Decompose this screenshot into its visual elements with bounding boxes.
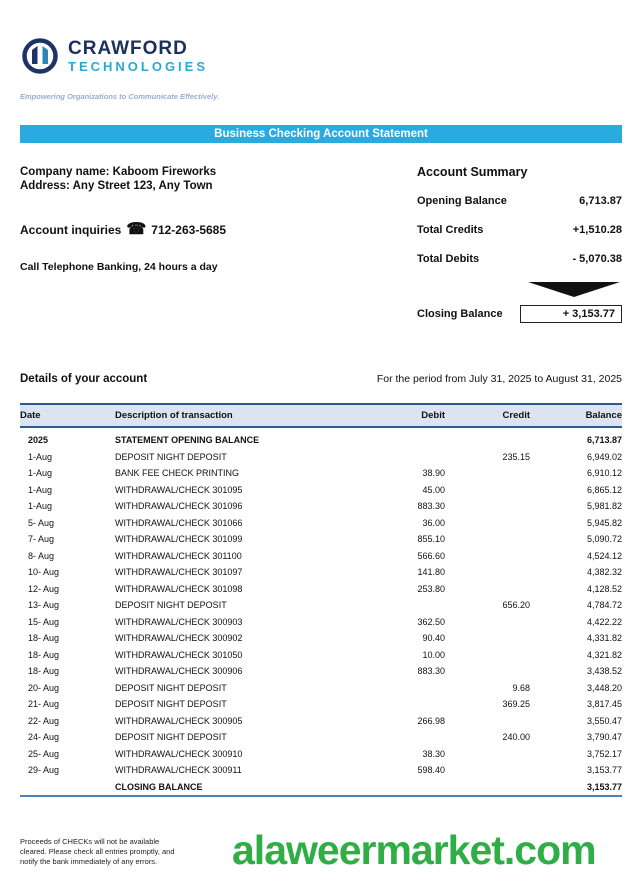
cell-debit <box>350 729 445 746</box>
cell-debit: 855.10 <box>417 534 445 544</box>
cell-credit <box>445 581 530 598</box>
closing-balance-value: + 3,153.77 <box>520 305 622 323</box>
cell-credit: 9.68 <box>512 682 530 693</box>
cell-description: WITHDRAWAL/CHECK 300911 <box>115 765 242 775</box>
cell-date: 20- Aug <box>28 682 60 693</box>
cell-description: WITHDRAWAL/CHECK 301050 <box>115 649 243 660</box>
cell-credit: 369.25 <box>502 699 530 709</box>
cell-description: BANK FEE CHECK PRINTING <box>115 468 240 478</box>
table-row <box>20 729 622 746</box>
statement-period: For the period from July 31, 2025 to August 31, 2025 <box>376 373 622 385</box>
cell-description: WITHDRAWAL/CHECK 300902 <box>115 633 243 643</box>
cell-balance: 3,817.45 <box>586 699 622 709</box>
table-header-row <box>20 404 622 427</box>
cell-date: 21- Aug <box>28 699 60 709</box>
cell-debit <box>350 449 445 466</box>
transactions-body <box>20 427 622 796</box>
cell-balance: 3,448.20 <box>586 682 622 693</box>
disclaimer-text <box>20 827 218 867</box>
phone-icon: ☎ <box>126 221 147 238</box>
cell-description: WITHDRAWAL/CHECK 300903 <box>115 616 243 627</box>
cell-description: WITHDRAWAL/CHECK 300905 <box>115 715 243 726</box>
cell-debit: 566.60 <box>417 550 445 561</box>
cell-description: WITHDRAWAL/CHECK 301099 <box>115 534 243 544</box>
cell-balance: 4,128.52 <box>586 583 622 594</box>
cell-balance: 4,321.82 <box>586 649 622 660</box>
cell-description: CLOSING BALANCE <box>115 781 203 792</box>
cell-credit: 656.20 <box>502 600 530 610</box>
cell-description: DEPOSIT NIGHT DEPOSIT <box>115 732 227 742</box>
table-row <box>20 449 622 466</box>
cell-description: DEPOSIT NIGHT DEPOSIT <box>115 682 227 693</box>
summary-row-debits <box>417 253 622 265</box>
cell-debit: 141.80 <box>417 567 445 577</box>
cell-debit: 45.00 <box>422 484 445 495</box>
cell-balance: 5,090.72 <box>586 534 622 544</box>
cell-debit <box>350 427 445 449</box>
cell-balance: 4,382.32 <box>586 567 622 577</box>
cell-description: WITHDRAWAL/CHECK 300906 <box>115 666 243 676</box>
cell-credit <box>445 746 530 763</box>
table-row <box>20 427 622 449</box>
cell-balance: 5,981.82 <box>586 501 622 511</box>
cell-credit <box>445 762 530 779</box>
details-heading-row <box>20 373 622 385</box>
cell-debit <box>350 597 445 614</box>
cell-credit <box>445 465 530 482</box>
cell-credit <box>445 663 530 680</box>
table-row <box>20 614 622 631</box>
brand-subtitle: TECHNOLOGIES <box>68 58 209 74</box>
summary-label: Total Credits <box>417 224 484 236</box>
cell-date <box>20 779 115 797</box>
cell-date: 15- Aug <box>28 616 60 627</box>
column-header-debit: Debit <box>421 410 445 421</box>
cell-balance: 6,713.87 <box>586 435 622 445</box>
cell-balance: 3,790.47 <box>586 732 622 742</box>
cell-debit: 266.98 <box>417 715 445 726</box>
cell-date: 1-Aug <box>28 501 53 511</box>
table-row <box>20 564 622 581</box>
cell-date: 10- Aug <box>28 567 60 577</box>
table-row <box>20 713 622 730</box>
table-row <box>20 548 622 565</box>
cell-description: STATEMENT OPENING BALANCE <box>115 435 260 445</box>
cell-date: 25- Aug <box>28 748 60 759</box>
brand-tagline: Empowering Organizations to Communicate Effectively. <box>20 92 220 101</box>
summary-label: Total Debits <box>417 253 480 265</box>
cell-balance: 3,438.52 <box>586 666 622 676</box>
cell-date: 13- Aug <box>28 600 60 610</box>
summary-value: 6,713.87 <box>579 195 622 207</box>
cell-date: 2025 <box>28 435 49 445</box>
cell-description: DEPOSIT NIGHT DEPOSIT <box>115 699 227 709</box>
customer-info <box>20 165 417 323</box>
cell-description: DEPOSIT NIGHT DEPOSIT <box>115 600 227 610</box>
disclaimer-line: Proceeds of CHECKs will not be available <box>20 837 160 846</box>
cell-debit: 10.00 <box>422 649 445 660</box>
cell-date: 1-Aug <box>28 484 53 495</box>
cell-credit <box>445 482 530 499</box>
column-header-balance: Balance <box>585 410 622 421</box>
telephone-banking-line: Call Telephone Banking, 24 hours a day <box>20 261 218 273</box>
table-row <box>20 779 622 797</box>
cell-description: DEPOSIT NIGHT DEPOSIT <box>115 451 227 462</box>
cell-date: 18- Aug <box>28 633 60 643</box>
cell-credit <box>445 647 530 664</box>
table-row <box>20 531 622 548</box>
column-header-description: Description of transaction <box>115 410 233 421</box>
table-row <box>20 696 622 713</box>
cell-credit <box>445 713 530 730</box>
table-row <box>20 663 622 680</box>
cell-credit: 240.00 <box>502 732 530 742</box>
cell-date: 22- Aug <box>28 715 60 726</box>
column-header-date: Date <box>20 410 41 421</box>
account-summary <box>417 165 622 323</box>
table-row <box>20 515 622 532</box>
closing-balance-label: Closing Balance <box>417 308 503 320</box>
cell-balance: 6,910.12 <box>586 468 622 478</box>
cell-date: 24- Aug <box>28 732 60 742</box>
cell-balance: 3,153.77 <box>586 781 622 792</box>
table-row <box>20 498 622 515</box>
table-row <box>20 597 622 614</box>
watermark-text: alaweermarket.com <box>232 827 596 873</box>
logo <box>20 36 622 76</box>
cell-credit <box>445 614 530 631</box>
cell-debit: 362.50 <box>417 616 445 627</box>
phone-number: 712-263-5685 <box>151 223 227 237</box>
cell-date: 18- Aug <box>28 649 60 660</box>
cell-date: 1-Aug <box>28 451 53 462</box>
table-row <box>20 762 622 779</box>
cell-date: 29- Aug <box>28 765 60 775</box>
cell-balance: 4,524.12 <box>586 550 622 561</box>
cell-balance: 3,752.17 <box>586 748 622 759</box>
cell-credit <box>445 515 530 532</box>
cell-credit <box>445 548 530 565</box>
cell-debit <box>350 696 445 713</box>
summary-label: Opening Balance <box>417 195 507 207</box>
closing-balance-row <box>417 305 622 323</box>
column-header-credit: Credit <box>502 410 530 421</box>
table-row <box>20 746 622 763</box>
table-row <box>20 581 622 598</box>
info-section <box>20 165 622 323</box>
cell-debit: 36.00 <box>422 517 445 528</box>
cell-description: WITHDRAWAL/CHECK 301097 <box>115 567 243 577</box>
cell-balance: 3,153.77 <box>586 765 622 775</box>
cell-balance: 4,784.72 <box>586 600 622 610</box>
cell-credit <box>445 427 530 449</box>
inquiries-label: Account inquiries <box>20 223 122 237</box>
summary-value: - 5,070.38 <box>572 253 622 265</box>
cell-date: 1-Aug <box>28 468 53 478</box>
cell-credit <box>445 564 530 581</box>
table-row <box>20 680 622 697</box>
brand-text <box>68 39 208 74</box>
cell-credit <box>445 630 530 647</box>
disclaimer-line: notify the bank immediately of any errors. <box>20 857 158 866</box>
cell-debit: 90.40 <box>422 633 445 643</box>
cell-debit <box>350 680 445 697</box>
statement-title-bar <box>20 125 622 143</box>
cell-credit <box>445 498 530 515</box>
cell-debit: 253.80 <box>417 583 445 594</box>
cell-debit: 883.30 <box>417 666 445 676</box>
account-summary-title: Account Summary <box>417 165 528 179</box>
down-arrow-icon <box>528 282 620 297</box>
transactions-table <box>20 403 622 797</box>
cell-date: 5- Aug <box>28 517 55 528</box>
disclaimer-line: cleared. Please check all entries promptly, and <box>20 847 175 856</box>
footer <box>20 827 622 874</box>
cell-description: WITHDRAWAL/CHECK 301066 <box>115 517 243 528</box>
cell-balance: 6,949.02 <box>586 451 622 462</box>
cell-description: WITHDRAWAL/CHECK 301098 <box>115 583 243 594</box>
cell-description: WITHDRAWAL/CHECK 300910 <box>115 748 243 759</box>
cell-balance: 5,945.82 <box>586 517 622 528</box>
cell-description: WITHDRAWAL/CHECK 301095 <box>115 484 243 495</box>
cell-balance: 4,331.82 <box>586 633 622 643</box>
cell-date: 7- Aug <box>28 534 55 544</box>
cell-debit: 883.30 <box>417 501 445 511</box>
table-row <box>20 465 622 482</box>
cell-debit <box>350 779 445 797</box>
cell-date: 18- Aug <box>28 666 60 676</box>
summary-row-credits <box>417 224 622 236</box>
cell-debit: 38.30 <box>422 748 445 759</box>
address-line: Address: Any Street 123, Any Town <box>20 180 213 192</box>
account-inquiries-line <box>20 223 397 237</box>
details-heading: Details of your account <box>20 373 148 385</box>
cell-debit: 38.90 <box>422 468 445 478</box>
cell-description: WITHDRAWAL/CHECK 301100 <box>115 550 242 561</box>
crawford-logo-icon <box>20 36 60 76</box>
statement-title: Business Checking Account Statement <box>214 128 428 140</box>
summary-row-opening <box>417 195 622 207</box>
table-row <box>20 630 622 647</box>
cell-date: 12- Aug <box>28 583 60 594</box>
cell-description: WITHDRAWAL/CHECK 301096 <box>115 501 243 511</box>
cell-debit: 598.40 <box>417 765 445 775</box>
cell-balance: 3,550.47 <box>586 715 622 726</box>
table-row <box>20 647 622 664</box>
cell-credit <box>445 531 530 548</box>
cell-balance: 6,865.12 <box>586 484 622 495</box>
cell-balance: 4,422.22 <box>586 616 622 627</box>
summary-value: +1,510.28 <box>572 224 622 236</box>
company-name-line: Company name: Kaboom Fireworks <box>20 166 217 178</box>
cell-credit: 235.15 <box>502 451 530 462</box>
brand-name: CRAWFORD <box>68 37 188 59</box>
table-row <box>20 482 622 499</box>
cell-credit <box>445 779 530 797</box>
cell-date: 8- Aug <box>28 550 55 561</box>
